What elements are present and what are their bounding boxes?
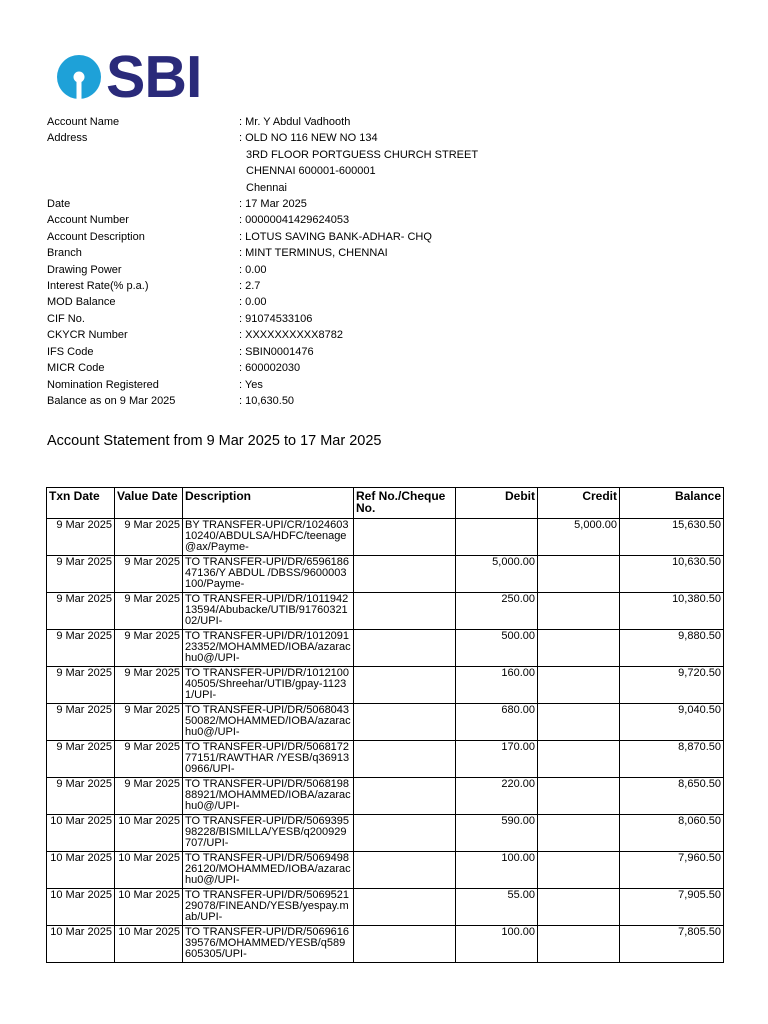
description-cell: TO TRANSFER-UPI/DR/506939598228/BISMILLA/YESB/q200929707/UPI- [183, 815, 354, 852]
info-value-line: : MINT TERMINUS, CHENNAI [239, 247, 388, 260]
info-value-line: : XXXXXXXXXX8782 [239, 329, 343, 342]
address-line: 3RD FLOOR PORTGUESS CHURCH STREET [246, 148, 479, 161]
credit-cell [538, 593, 620, 630]
ref-no-cell [354, 889, 456, 926]
credit-cell [538, 889, 620, 926]
credit-cell [538, 556, 620, 593]
description-cell: TO TRANSFER-UPI/DR/506952129078/FINEAND/YESB/yespay.mab/UPI- [183, 889, 354, 926]
info-value-line: : 10,630.50 [239, 394, 295, 407]
account-info-section [47, 114, 478, 409]
table-header-row [47, 488, 724, 519]
info-value [239, 393, 294, 409]
credit-cell [538, 815, 620, 852]
info-value [239, 262, 267, 278]
debit-cell: 590.00 [456, 815, 538, 852]
info-label: Balance as on 9 Mar 2025 [47, 394, 176, 407]
txn-date-cell: 10 Mar 2025 [47, 852, 115, 889]
info-value [239, 278, 260, 294]
info-value-line: : 2.7 [239, 280, 261, 293]
table-row [47, 852, 724, 889]
value-date-cell: 10 Mar 2025 [115, 926, 183, 963]
table-row [47, 704, 724, 741]
debit-cell: 250.00 [456, 593, 538, 630]
ref-no-cell [354, 778, 456, 815]
info-label: Date [47, 198, 71, 211]
info-value [239, 360, 300, 376]
info-value-line: : 600002030 [239, 362, 301, 375]
info-row [47, 344, 478, 360]
info-row [47, 278, 478, 294]
txn-date-cell: 10 Mar 2025 [47, 889, 115, 926]
credit-cell [538, 630, 620, 667]
txn-date-cell: 9 Mar 2025 [47, 741, 115, 778]
table-row [47, 778, 724, 815]
description-cell: TO TRANSFER-UPI/DR/101210040505/Shreehar/UTIB/gpay-11231/UPI- [183, 667, 354, 704]
debit-cell: 55.00 [456, 889, 538, 926]
table-row [47, 889, 724, 926]
info-label: Account Number [47, 214, 129, 227]
sbi-logo-text: SBI [106, 44, 202, 110]
sbi-logo [55, 44, 202, 110]
debit-cell: 220.00 [456, 778, 538, 815]
value-date-cell: 9 Mar 2025 [115, 778, 183, 815]
info-value [239, 377, 263, 393]
table-row [47, 815, 724, 852]
header-balance: Balance [620, 488, 724, 519]
info-row [47, 377, 478, 393]
info-row [47, 262, 478, 278]
ref-no-cell [354, 667, 456, 704]
value-date-cell: 10 Mar 2025 [115, 815, 183, 852]
address-line: Chennai [246, 181, 287, 194]
table-row [47, 630, 724, 667]
description-cell: TO TRANSFER-UPI/DR/506817277151/RAWTHAR /YESB/q369130966/UPI- [183, 741, 354, 778]
credit-cell [538, 926, 620, 963]
info-label: CKYCR Number [47, 329, 128, 342]
sbi-keyhole-logo-icon [55, 53, 103, 101]
table-row [47, 667, 724, 704]
info-value-line: : SBIN0001476 [239, 345, 314, 358]
value-date-cell: 10 Mar 2025 [115, 852, 183, 889]
info-value [239, 294, 267, 310]
credit-cell [538, 704, 620, 741]
info-value [239, 130, 478, 196]
debit-cell: 170.00 [456, 741, 538, 778]
credit-cell [538, 778, 620, 815]
ref-no-cell [354, 519, 456, 556]
info-value-line: : 17 Mar 2025 [239, 198, 307, 211]
info-row [47, 114, 478, 130]
info-value [239, 245, 388, 261]
txn-date-cell: 9 Mar 2025 [47, 704, 115, 741]
info-value-line: : OLD NO 116 NEW NO 134 [239, 132, 378, 145]
info-label: Account Description [47, 230, 145, 243]
balance-cell: 7,805.50 [620, 926, 724, 963]
ref-no-cell [354, 815, 456, 852]
header-debit: Debit [456, 488, 538, 519]
info-value-line: : 0.00 [239, 296, 267, 309]
info-value [239, 114, 350, 130]
table-row [47, 926, 724, 963]
balance-cell: 7,960.50 [620, 852, 724, 889]
header-ref-no: Ref No./Cheque No. [354, 488, 456, 519]
info-label: Branch [47, 247, 82, 260]
description-cell: TO TRANSFER-UPI/DR/659618647136/Y ABDUL /DBSS/9600003100/Payme- [183, 556, 354, 593]
table-row [47, 741, 724, 778]
info-label: Account Name [47, 116, 120, 128]
balance-cell: 8,650.50 [620, 778, 724, 815]
table-row [47, 593, 724, 630]
info-row [47, 360, 478, 376]
ref-no-cell [354, 852, 456, 889]
credit-cell: 5,000.00 [538, 519, 620, 556]
info-label: CIF No. [47, 312, 85, 325]
txn-date-cell: 10 Mar 2025 [47, 815, 115, 852]
info-row [47, 294, 478, 310]
info-label: Drawing Power [47, 263, 122, 276]
balance-cell: 10,630.50 [620, 556, 724, 593]
transaction-table [46, 487, 724, 963]
header-credit: Credit [538, 488, 620, 519]
ref-no-cell [354, 556, 456, 593]
ref-no-cell [354, 926, 456, 963]
header-txn-date: Txn Date [47, 488, 115, 519]
address-line: CHENNAI 600001-600001 [246, 165, 376, 178]
description-cell: TO TRANSFER-UPI/DR/506819888921/MOHAMMED/IOBA/azarachu0@/UPI- [183, 778, 354, 815]
balance-cell: 8,060.50 [620, 815, 724, 852]
info-row [47, 229, 478, 245]
statement-title: Account Statement from 9 Mar 2025 to 17 Mar 2025 [47, 433, 382, 449]
info-label: MOD Balance [47, 296, 116, 309]
info-row [47, 196, 478, 212]
info-row [47, 212, 478, 228]
credit-cell [538, 852, 620, 889]
debit-cell: 500.00 [456, 630, 538, 667]
txn-date-cell: 9 Mar 2025 [47, 778, 115, 815]
txn-date-cell: 9 Mar 2025 [47, 556, 115, 593]
txn-date-cell: 10 Mar 2025 [47, 926, 115, 963]
value-date-cell: 10 Mar 2025 [115, 889, 183, 926]
ref-no-cell [354, 704, 456, 741]
description-cell: TO TRANSFER-UPI/DR/101209123352/MOHAMMED/IOBA/azarachu0@/UPI- [183, 630, 354, 667]
info-label: Interest Rate(% p.a.) [47, 280, 149, 293]
table-row [47, 556, 724, 593]
info-value-line: : Yes [239, 378, 263, 391]
description-cell: TO TRANSFER-UPI/DR/506961639576/MOHAMMED/YESB/q589605305/UPI- [183, 926, 354, 963]
value-date-cell: 9 Mar 2025 [115, 556, 183, 593]
debit-cell: 5,000.00 [456, 556, 538, 593]
info-value-line: : 00000041429624053 [239, 214, 350, 227]
info-value [239, 311, 312, 327]
info-value [239, 229, 432, 245]
info-label: MICR Code [47, 362, 105, 375]
debit-cell: 680.00 [456, 704, 538, 741]
debit-cell: 100.00 [456, 926, 538, 963]
info-value [239, 212, 349, 228]
description-cell: TO TRANSFER-UPI/DR/101194213594/Abubacke/UTIB/9176032102/UPI- [183, 593, 354, 630]
value-date-cell: 9 Mar 2025 [115, 630, 183, 667]
balance-cell: 10,380.50 [620, 593, 724, 630]
info-value [239, 344, 314, 360]
ref-no-cell [354, 741, 456, 778]
txn-date-cell: 9 Mar 2025 [47, 593, 115, 630]
info-value-line: : 0.00 [239, 263, 267, 276]
txn-date-cell: 9 Mar 2025 [47, 519, 115, 556]
info-value [239, 327, 343, 343]
info-row [47, 245, 478, 261]
balance-cell: 15,630.50 [620, 519, 724, 556]
info-value-line: : 91074533106 [239, 312, 313, 325]
description-cell: TO TRANSFER-UPI/DR/506949826120/MOHAMMED/IOBA/azarachu0@/UPI- [183, 852, 354, 889]
debit-cell: 160.00 [456, 667, 538, 704]
info-label: IFS Code [47, 345, 94, 358]
balance-cell: 9,720.50 [620, 667, 724, 704]
ref-no-cell [354, 630, 456, 667]
info-row [47, 130, 478, 196]
description-cell: TO TRANSFER-UPI/DR/506804350082/MOHAMMED/IOBA/azarachu0@/UPI- [183, 704, 354, 741]
description-cell: BY TRANSFER-UPI/CR/102460310240/ABDULSA/HDFC/teenage@ax/Payme- [183, 519, 354, 556]
info-row [47, 327, 478, 343]
info-value [239, 196, 307, 212]
value-date-cell: 9 Mar 2025 [115, 667, 183, 704]
value-date-cell: 9 Mar 2025 [115, 593, 183, 630]
balance-cell: 9,040.50 [620, 704, 724, 741]
value-date-cell: 9 Mar 2025 [115, 519, 183, 556]
debit-cell: 100.00 [456, 852, 538, 889]
ref-no-cell [354, 593, 456, 630]
balance-cell: 8,870.50 [620, 741, 724, 778]
info-label: Address [47, 132, 88, 145]
value-date-cell: 9 Mar 2025 [115, 741, 183, 778]
txn-date-cell: 9 Mar 2025 [47, 630, 115, 667]
info-value-line: : Mr. Y Abdul Vadhooth [239, 116, 351, 128]
table-row [47, 519, 724, 556]
info-row [47, 393, 478, 409]
debit-cell [456, 519, 538, 556]
header-value-date: Value Date [115, 488, 183, 519]
info-row [47, 311, 478, 327]
txn-date-cell: 9 Mar 2025 [47, 667, 115, 704]
balance-cell: 9,880.50 [620, 630, 724, 667]
info-label: Nomination Registered [47, 378, 159, 391]
credit-cell [538, 741, 620, 778]
header-description: Description [183, 488, 354, 519]
balance-cell: 7,905.50 [620, 889, 724, 926]
value-date-cell: 9 Mar 2025 [115, 704, 183, 741]
info-value-line: : LOTUS SAVING BANK-ADHAR- CHQ [239, 230, 432, 243]
credit-cell [538, 667, 620, 704]
